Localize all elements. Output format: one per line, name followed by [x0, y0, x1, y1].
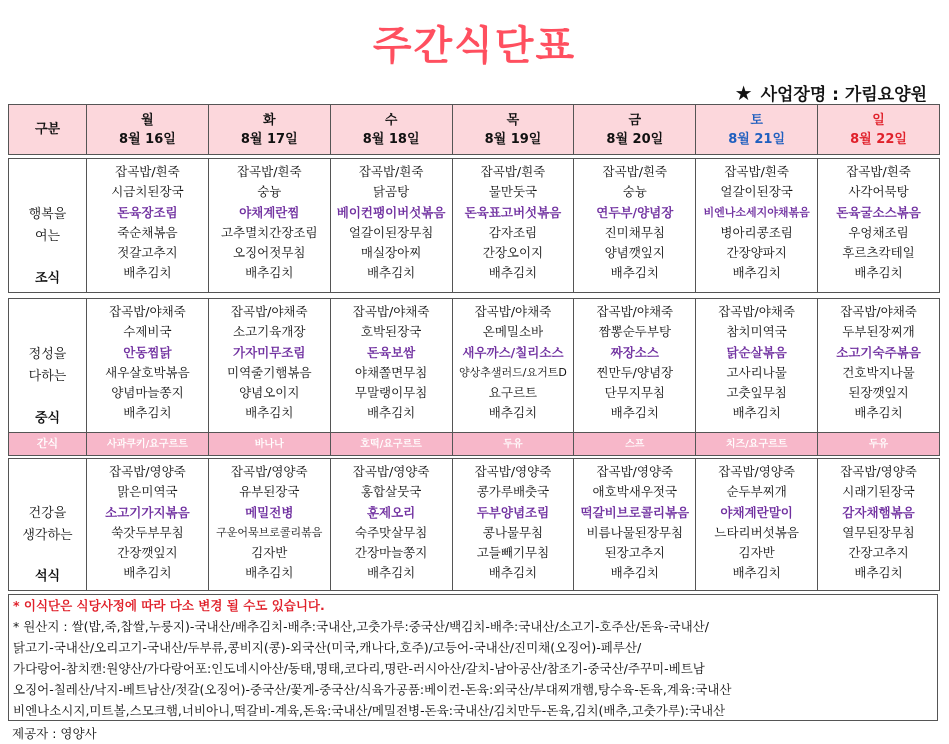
- menu-item: 병아리콩조림: [720, 224, 793, 240]
- origin-line: * 원산지 : 쌀(밥,죽,찹쌀,누룽지)-국내산/배추김치-배추:국내산,고춧가루:중국산/백김치-배추:국내산/소고기-호주산/돈육-국내산/: [13, 619, 709, 634]
- menu-item: 배추김치: [123, 265, 172, 281]
- breakfast-day-cell: [452, 159, 574, 293]
- menu-item: 콩나물무침: [482, 524, 544, 540]
- menu-item: 두부양념조림: [476, 504, 550, 520]
- menu-item: 잡곡밥/영양죽: [109, 464, 186, 479]
- menu-item: 잡곡밥/야채죽: [230, 304, 308, 319]
- menu-item: 간장양파지: [726, 245, 787, 261]
- menu-item: 배추김치: [123, 405, 172, 421]
- menu-item: 된장고추지: [604, 545, 665, 561]
- menu-item: 요구르트: [488, 385, 538, 401]
- menu-item: 얼갈이된장국: [720, 184, 793, 200]
- menu-item: 열무된장무침: [842, 524, 915, 540]
- lunch-day-cell: [574, 299, 696, 433]
- menu-item: 사각어묵탕: [848, 184, 909, 200]
- origin-line: 닭고기-국내산/오리고기-국내산/두부류,콩비지(콩)-외국산(미국,캐나다,호주)/고등어-국내산/진미채(오징어)-페루산/: [13, 640, 642, 655]
- menu-item: 순두부찌개: [726, 484, 787, 500]
- lunch-label: [9, 299, 87, 433]
- menu-item: 비름나물된장무침: [586, 524, 684, 540]
- menu-item: 잡곡밥/영양죽: [352, 464, 430, 479]
- menu-item: 배추김치: [366, 565, 416, 581]
- menu-item: 소고기육개장: [233, 324, 306, 340]
- menu-item: 돈육보쌈: [366, 344, 416, 360]
- page-title: 주간식단표: [372, 23, 577, 69]
- breakfast-day-cell: [696, 159, 818, 293]
- menu-item: 배추김치: [366, 265, 416, 281]
- snack-item: 스프: [574, 433, 696, 456]
- day-header-table: [8, 104, 940, 155]
- snack-item: 바나나: [208, 433, 330, 456]
- menu-item: 양상추샐러드/요거트D: [459, 365, 567, 379]
- menu-item: 진미채무침: [604, 224, 665, 240]
- menu-item: 젓갈고추지: [117, 245, 178, 261]
- menu-item: 잡곡밥/흰죽: [115, 164, 180, 179]
- notes-box: [8, 594, 938, 721]
- menu-item: 소고기숙주볶음: [836, 344, 921, 360]
- workplace-line: [735, 80, 927, 105]
- menu-item: 물만둣국: [488, 184, 538, 200]
- dinner-table: [8, 458, 940, 591]
- menu-item: 떡갈비브로콜리볶음: [580, 504, 690, 520]
- menu-item: 잡곡밥/흰죽: [480, 164, 546, 179]
- menu-item: 단무지무침: [604, 385, 665, 401]
- menu-item: 돈육굴소스볶음: [836, 204, 921, 220]
- dinner-day-cell: [330, 459, 452, 591]
- menu-item: 느타리버섯볶음: [714, 524, 799, 540]
- menu-item: 새우까스/칠리소스: [462, 344, 564, 360]
- menu-item: 숭늉: [622, 184, 647, 200]
- breakfast-day-cell: [87, 159, 209, 293]
- menu-item: 유부된장국: [239, 484, 300, 500]
- menu-item: 배추김치: [854, 565, 903, 581]
- menu-item: 배추김치: [123, 565, 172, 581]
- menu-item: 무말랭이무침: [354, 385, 428, 401]
- breakfast-meal-name: 조식: [34, 271, 61, 286]
- menu-item: 김자반: [738, 545, 775, 561]
- menu-item: 잡곡밥/흰죽: [724, 164, 789, 179]
- menu-item: 간장고추지: [848, 545, 909, 561]
- menu-item: 얼갈이된장무침: [348, 224, 434, 240]
- menu-item: 간장오이지: [482, 245, 544, 261]
- menu-item: 배추김치: [488, 405, 538, 421]
- menu-item: 메밀전병: [245, 504, 294, 520]
- menu-item: 배추김치: [488, 265, 538, 281]
- menu-item: 배추김치: [245, 265, 294, 281]
- menu-item: 구운어묵브로콜리볶음: [216, 525, 323, 539]
- menu-item: 잡곡밥/영양죽: [230, 464, 308, 479]
- menu-item: 잡곡밥/흰죽: [358, 164, 424, 179]
- dinner-label: [9, 459, 87, 591]
- menu-item: 베이컨팽이버섯볶음: [336, 204, 446, 220]
- origin-line: 오징어-칠레산/낙지-베트남산/젓갈(오징어)-중국산/꽃게-중국산/식육가공품:베이컨-돈육:외국산/부대찌개햄,탕수육-돈육,계육:국내산: [13, 682, 732, 697]
- menu-item: 두부된장찌개: [842, 324, 915, 340]
- lunch-day-cell: [696, 299, 818, 433]
- menu-item: 야채쫄면무침: [354, 364, 428, 380]
- day-wed: 수 8월 18일: [330, 105, 452, 155]
- menu-item: 오징어젓무침: [233, 245, 306, 261]
- dinner-day-cell: [574, 459, 696, 591]
- menu-item: 야채계란찜: [239, 204, 300, 220]
- menu-item: 배추김치: [245, 405, 294, 421]
- menu-item: 잡곡밥/야채죽: [718, 304, 795, 319]
- lunch-meal-name: 중식: [34, 411, 61, 426]
- menu-item: 건호박지나물: [842, 364, 915, 380]
- day-sat: 토 8월 21일: [696, 105, 818, 155]
- menu-item: 홍합살뭇국: [360, 484, 422, 500]
- origin-line: 비엔나소시지,미트볼,스모크햄,너비아니,떡갈비-계육,돈육:국내산/메밀전병-돈육:국내산/김치만두-돈육,김치(배추,고춧가루):국내산: [13, 703, 726, 718]
- lunch-day-cell: [452, 299, 574, 433]
- menu-item: 돈육표고버섯볶음: [464, 204, 562, 220]
- menu-item: 양념마늘쫑지: [111, 385, 184, 401]
- lunch-label-text: 정성을 다하는: [28, 346, 67, 384]
- dinner-day-cell: [452, 459, 574, 591]
- origin-line: 가다랑어-참치캔:원양산/가다랑어포:인도네시아산/동태,명태,코다리,명란-러시아산/갈치-남아공산/참조기-중국산/주꾸미-베트남: [13, 661, 705, 676]
- dinner-day-cell: [208, 459, 330, 591]
- menu-item: 야채계란말이: [720, 504, 793, 520]
- menu-item: 잡곡밥/야채죽: [596, 304, 674, 319]
- snack-item: 호떡/요구르트: [330, 433, 452, 456]
- snack-item: 사과쿠키/요구르트: [87, 433, 209, 456]
- breakfast-table: [8, 158, 940, 293]
- menu-item: 비엔나소세지야채볶음: [703, 205, 810, 219]
- menu-item: 호박된장국: [360, 324, 422, 340]
- menu-item: 양념깻잎지: [604, 245, 665, 261]
- breakfast-label: [9, 159, 87, 293]
- day-mon: 월 8월 16일: [87, 105, 209, 155]
- lunch-day-cell: [818, 299, 940, 433]
- menu-item: 잡곡밥/야채죽: [109, 304, 186, 319]
- day-tue: 화 8월 17일: [208, 105, 330, 155]
- breakfast-day-cell: [818, 159, 940, 293]
- menu-item: 고추멸치간장조림: [220, 224, 318, 240]
- workplace-name: 사업장명 : 가림요양원: [760, 85, 927, 105]
- menu-item: 잡곡밥/흰죽: [846, 164, 911, 179]
- menu-item: 배추김치: [488, 565, 538, 581]
- menu-item: 참치미역국: [726, 324, 787, 340]
- menu-item: 고들빼기무침: [476, 545, 550, 561]
- menu-item: 숭늉: [257, 184, 282, 200]
- menu-item: 잡곡밥/영양죽: [596, 464, 674, 479]
- menu-item: 잡곡밥/영양죽: [718, 464, 795, 479]
- menu-item: 매실장아찌: [360, 245, 422, 261]
- menu-item: 잡곡밥/야채죽: [352, 304, 430, 319]
- menu-item: 된장깻잎지: [848, 385, 909, 401]
- menu-item: 배추김치: [732, 265, 781, 281]
- menu-item: 훈제오리: [366, 504, 416, 520]
- menu-item: 배추김치: [732, 405, 781, 421]
- menu-item: 잡곡밥/흰죽: [602, 164, 668, 179]
- menu-item: 배추김치: [854, 405, 903, 421]
- menu-item: 연두부/양념장: [596, 204, 674, 220]
- dinner-label-text: 건강을 생각하는: [22, 505, 73, 543]
- menu-item: 찐만두/양념장: [596, 364, 674, 380]
- menu-item: 닭곰탕: [372, 184, 410, 200]
- menu-item: 배추김치: [610, 405, 659, 421]
- menu-item: 온메밀소바: [482, 324, 544, 340]
- menu-item: 맑은미역국: [117, 484, 178, 500]
- lunch-day-cell: [208, 299, 330, 433]
- snack-label: 간식: [9, 433, 87, 456]
- menu-item: 간장마늘쫑지: [354, 545, 428, 561]
- dinner-day-cell: [818, 459, 940, 591]
- menu-item: 돈육장조림: [117, 204, 178, 220]
- snack-item: 두유: [818, 433, 940, 456]
- menu-item: 배추김치: [245, 565, 294, 581]
- menu-item: 잡곡밥/야채죽: [840, 304, 917, 319]
- header-label: 구분: [9, 105, 87, 155]
- menu-item: 감자조림: [488, 224, 538, 240]
- menu-item: 새우살호박볶음: [105, 364, 190, 380]
- menu-item: 배추김치: [854, 265, 903, 281]
- menu-item: 숙주맛살무침: [354, 524, 428, 540]
- menu-item: 쑥갓두부무침: [111, 524, 184, 540]
- dinner-meal-name: 석식: [34, 569, 61, 584]
- menu-item: 죽순채볶음: [117, 224, 178, 240]
- menu-item: 잡곡밥/영양죽: [474, 464, 552, 479]
- dinner-day-cell: [696, 459, 818, 591]
- menu-item: 소고기가지볶음: [105, 504, 190, 520]
- menu-item: 잡곡밥/야채죽: [474, 304, 552, 319]
- day-sun: 일 8월 22일: [818, 105, 940, 155]
- menu-item: 미역줄기햄볶음: [227, 364, 312, 380]
- menu-item: 콩가루배춧국: [476, 484, 550, 500]
- menu-item: 감자채햄볶음: [842, 504, 915, 520]
- lunch-day-cell: [87, 299, 209, 433]
- menu-item: 고춧잎무침: [726, 385, 787, 401]
- lunch-table: [8, 298, 940, 456]
- menu-item: 잡곡밥/영양죽: [840, 464, 917, 479]
- menu-item: 고사리나물: [726, 364, 787, 380]
- menu-item: 애호박새우젓국: [592, 484, 678, 500]
- provider: 제공자 : 영양사: [12, 726, 97, 741]
- menu-item: 배추김치: [610, 265, 659, 281]
- breakfast-day-cell: [208, 159, 330, 293]
- menu-item: 우엉채조림: [848, 224, 909, 240]
- menu-item: 김자반: [251, 545, 288, 561]
- menu-item: 닭순살볶음: [726, 344, 787, 360]
- dinner-day-cell: [87, 459, 209, 591]
- menu-item: 안동찜닭: [123, 344, 172, 360]
- snack-item: 치즈/요구르트: [696, 433, 818, 456]
- snack-item: 두유: [452, 433, 574, 456]
- menu-item: 간장깻잎지: [117, 545, 178, 561]
- menu-item: 후르츠칵테일: [842, 245, 915, 261]
- menu-item: 짜장소스: [610, 344, 659, 360]
- notes-warning: * 이식단은 식당사정에 따라 다소 변경 될 수도 있습니다.: [13, 598, 325, 613]
- menu-item: 잡곡밥/흰죽: [236, 164, 302, 179]
- star-icon: ★: [734, 81, 753, 105]
- menu-item: 수제비국: [123, 324, 172, 340]
- menu-item: 시래기된장국: [842, 484, 915, 500]
- menu-item: 배추김치: [610, 565, 659, 581]
- menu-item: 시금치된장국: [111, 184, 184, 200]
- day-thu: 목 8월 19일: [452, 105, 574, 155]
- breakfast-label-text: 행복을 여는: [28, 206, 67, 244]
- menu-item: 양념오이지: [239, 385, 300, 401]
- menu-item: 배추김치: [366, 405, 416, 421]
- lunch-day-cell: [330, 299, 452, 433]
- menu-item: 짬뽕순두부탕: [598, 324, 672, 340]
- breakfast-day-cell: [574, 159, 696, 293]
- menu-item: 가자미무조림: [233, 344, 306, 360]
- breakfast-day-cell: [330, 159, 452, 293]
- day-fri: 금 8월 20일: [574, 105, 696, 155]
- menu-item: 배추김치: [732, 565, 781, 581]
